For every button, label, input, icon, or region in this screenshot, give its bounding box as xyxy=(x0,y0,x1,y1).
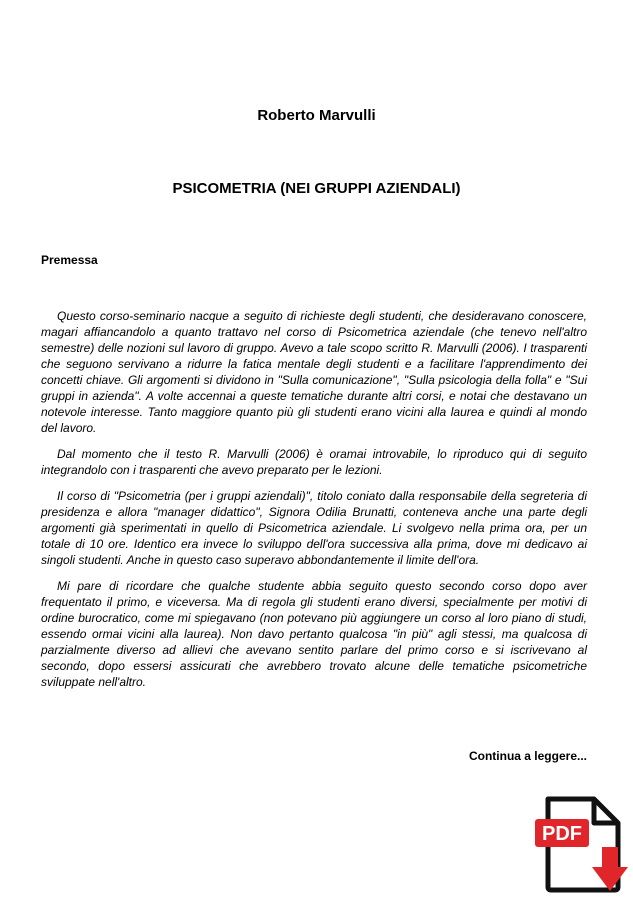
pdf-badge-text: PDF xyxy=(542,823,582,845)
continue-reading-link[interactable]: Continua a leggere... xyxy=(468,749,587,763)
paragraph: Questo corso-seminario nacque a seguito di richieste degli studenti, che desideravano conoscere, magari affiancandolo a quanto trattavo nel corso di Psicometrica aziendale (che tenevo nell'altro semestre) delle nozioni sul lavoro di gruppo. Avevo a tale scopo scritto R. Marvulli (2006). I trasparenti che seguono servivano a ridurre la fatica mentale degli studenti e a facilitare l'apprendimento dei concetti chiave. Gli argomenti si dividono in "Sulla comunicazione", "Sulla psicologia della folla" e "Sui gruppi in azienda". A volte accennai a queste tematiche durante altri corsi, e notai che destavano un notevole interesse. Tanto maggiore quanto più gli studenti erano vicini alla laurea e quindi al mondo del lavoro. xyxy=(41,309,587,435)
pdf-download-icon[interactable] xyxy=(532,793,632,897)
paragraph: Mi pare di ricordare che qualche studente abbia seguito questo secondo corso dopo aver frequentato il primo, e viceversa. Ma di regola gli studenti erano diversi, specialmente per motivi di ordine burocratico, come mi spiegavano (non potevano più aggiungere un corso al loro piano di studi, essendo ormai vicini alla laurea). Non davo pertanto qualcosa "in più" agli stessi, ma qualcosa di parzialmente diverso ad allievi che avevano sentito parlare del primo corso e si iscrivevano al secondo, dopo essersi assicurati che avrebbero trovato alcune delle tematiche psicometriche sviluppate nell'altro. xyxy=(41,579,587,689)
document-title: PSICOMETRIA (NEI GRUPPI AZIENDALI) xyxy=(172,180,461,197)
author-name: Roberto Marvulli xyxy=(257,107,376,124)
section-heading: Premessa xyxy=(41,253,98,267)
paragraph: Dal momento che il testo R. Marvulli (2006) è oramai introvabile, lo riproduco qui di seguito integrandolo con i trasparenti che avevo preparato per le lezioni. xyxy=(41,447,587,477)
paragraph: Il corso di "Psicometria (per i gruppi aziendali)", titolo coniato dalla responsabile della segreteria di presidenza e allora "manager didattico", Signora Odilia Brunatti, conteneva anche una parte degli argomenti già sperimentati in quello di Psicometrica aziendale. Li svolgevo nella prima ora, per un totale di 10 ore. Identico era invece lo sviluppo dell'ora successiva alla prima, dove mi dedicavo ai singoli studenti. Anche in questo caso superavo abbondantemente il limite dell'ora. xyxy=(41,489,587,567)
document-body xyxy=(41,308,587,700)
